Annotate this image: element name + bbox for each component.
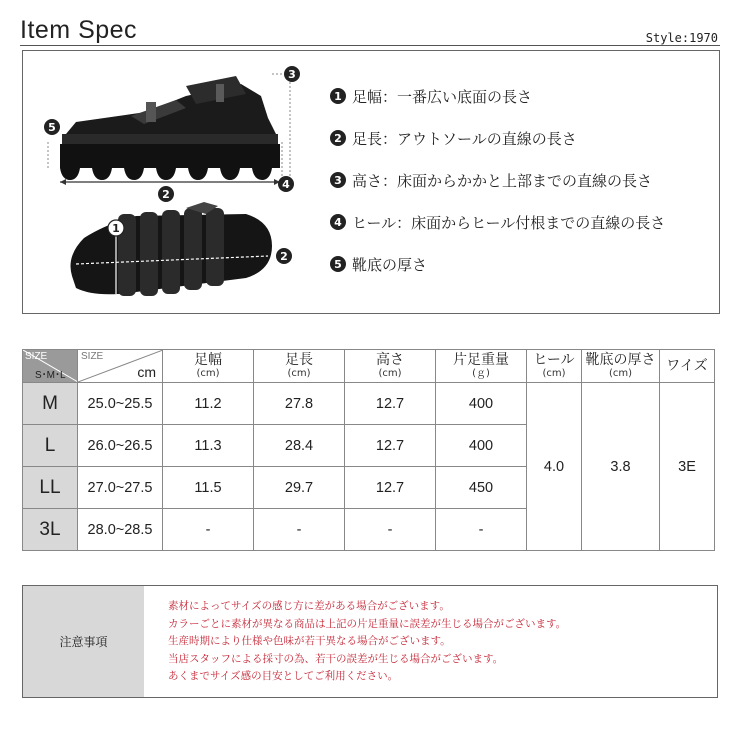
col-header-weight: 片足重量 (ｇ) (436, 350, 527, 383)
width-cell: 11.3 (163, 425, 254, 467)
legend-number-icon: 3 (330, 172, 346, 188)
weight-cell: 400 (436, 425, 527, 467)
corner-size-sml (23, 350, 78, 383)
col-header-length: 足長 (cm) (254, 350, 345, 383)
legend-text: 足長：アウトソールの直線の長さ (352, 130, 577, 148)
marker-2-icon (158, 186, 174, 202)
note-line: 素材によってサイズの感じ方に差がある場合がございます。 (168, 600, 450, 612)
size-label-cell: 3L (23, 509, 78, 551)
legend-text: ヒール：床面からヒール付根までの直線の長さ (352, 214, 666, 232)
note-line: 生産時期により仕様や色味が若干異なる場合がございます。 (168, 635, 451, 647)
sandal-side-view (48, 74, 290, 185)
size-range-cell: 27.0~27.5 (78, 467, 163, 509)
legend-text: 高さ：床面からかかと上部までの直線の長さ (352, 172, 653, 190)
size-range-cell: 25.0~25.5 (78, 383, 163, 425)
width-cell: 11.5 (163, 467, 254, 509)
height-cell: 12.7 (345, 467, 436, 509)
legend-item-5 (330, 254, 665, 296)
corner-unit-label: cm (137, 364, 156, 380)
svg-text:2: 2 (162, 188, 170, 201)
svg-text:3: 3 (288, 68, 296, 81)
sole-thickness-cell: 3.8 (582, 383, 660, 551)
legend-item-2 (330, 128, 665, 170)
wise-cell: 3E (660, 383, 715, 551)
note-line: カラーごとに素材が異なる商品は上記の片足重量に誤差が生じる場合がございます。 (168, 617, 567, 630)
marker-2b-icon (276, 248, 292, 264)
note-line: 当店スタッフによる採寸の為、若干の誤差が生じる場合がございます。 (168, 652, 504, 665)
table-row (23, 383, 715, 425)
heel-cell: 4.0 (527, 383, 582, 551)
marker-5-icon (44, 119, 60, 135)
col-header-wise: ワイズ (660, 350, 715, 383)
height-cell: - (345, 509, 436, 551)
legend-text: 靴底の厚さ (352, 256, 428, 274)
weight-cell: 400 (436, 383, 527, 425)
legend-item-1 (330, 86, 665, 128)
length-cell: - (254, 509, 345, 551)
page-title: Item Spec (20, 16, 138, 44)
col-header-sole-thickness: 靴底の厚さ (cm) (582, 350, 660, 383)
length-cell: 27.8 (254, 383, 345, 425)
width-cell: 11.2 (163, 383, 254, 425)
notes-body (144, 586, 717, 697)
size-label-cell: M (23, 383, 78, 425)
sandal-sole-view (71, 202, 273, 296)
corner-size-label-2: SIZE (81, 351, 104, 362)
col-header-width: 足幅 (cm) (163, 350, 254, 383)
legend-number-icon: 2 (330, 130, 346, 146)
marker-3-icon (284, 66, 300, 82)
legend-text: 足幅：一番広い底面の長さ (352, 88, 533, 106)
svg-text:4: 4 (282, 178, 290, 191)
width-cell: - (163, 509, 254, 551)
legend-number-icon: 4 (330, 214, 346, 230)
marker-4-icon (278, 176, 294, 192)
svg-text:5: 5 (48, 121, 56, 134)
size-label-cell: LL (23, 467, 78, 509)
legend-number-icon: 5 (330, 256, 346, 272)
col-header-height: 高さ (cm) (345, 350, 436, 383)
corner-size-label: SIZE (25, 351, 48, 362)
length-cell: 29.7 (254, 467, 345, 509)
svg-text:1: 1 (112, 222, 120, 235)
sandal-measurement-diagram (36, 56, 316, 306)
size-table-header-row (23, 350, 715, 383)
note-line: あくまでサイズ感の目安としてご利用ください。 (168, 670, 399, 682)
corner-size-cm (78, 350, 163, 383)
title-divider (20, 45, 720, 46)
legend-item-4 (330, 212, 665, 254)
svg-text:2: 2 (280, 250, 288, 263)
legend-item-3 (330, 170, 665, 212)
size-table (22, 349, 715, 551)
length-cell: 28.4 (254, 425, 345, 467)
weight-cell: 450 (436, 467, 527, 509)
size-label-cell: L (23, 425, 78, 467)
height-cell: 12.7 (345, 425, 436, 467)
col-header-heel: ヒール (cm) (527, 350, 582, 383)
notes-heading: 注意事項 (23, 586, 144, 697)
size-range-cell: 28.0~28.5 (78, 509, 163, 551)
style-number: Style:1970 (645, 31, 718, 45)
marker-1-icon (108, 220, 124, 236)
corner-sml-label: S･M･L (35, 370, 66, 381)
measurement-legend (330, 86, 665, 296)
notes-panel (22, 585, 718, 698)
legend-number-icon: 1 (330, 88, 346, 104)
height-cell: 12.7 (345, 383, 436, 425)
size-range-cell: 26.0~26.5 (78, 425, 163, 467)
weight-cell: - (436, 509, 527, 551)
